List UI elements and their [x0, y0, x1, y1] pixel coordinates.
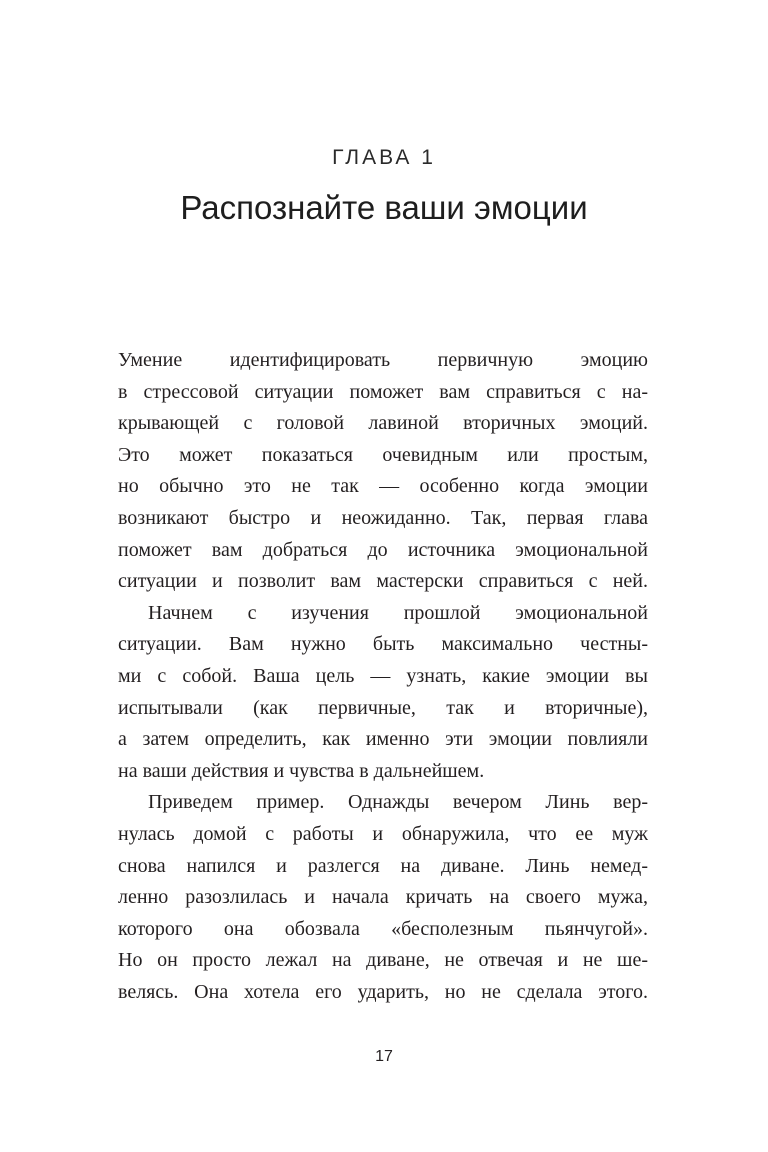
text-line: снова напился и разлегся на диване. Линь немед-	[118, 854, 648, 877]
text-line: на ваши действия и чувства в дальнейшем.	[118, 759, 485, 782]
page-number: 17	[375, 1048, 393, 1065]
text-line: велясь. Она хотела его ударить, но не сделала этого.	[118, 980, 648, 1003]
body-text	[118, 345, 648, 1008]
chapter-label: ГЛАВА 1	[332, 146, 436, 169]
text-line: ленно разозлилась и начала кричать на своего мужа,	[118, 886, 648, 909]
text-line: возникают быстро и неожиданно. Так, первая глава	[118, 506, 648, 529]
chapter-title: Распознайте ваши эмоции	[180, 189, 588, 226]
text-line: крывающей с головой лавиной вторичных эмоций.	[118, 412, 648, 435]
text-line: Умение идентифицировать первичную эмоцию	[118, 349, 648, 371]
text-line: поможет вам добраться до источника эмоциональной	[118, 538, 648, 561]
text-line: ми с собой. Ваша цель — узнать, какие эмоции вы	[118, 664, 648, 687]
text-line: Начнем с изучения прошлой эмоциональной	[148, 601, 648, 624]
text-line: в стрессовой ситуации поможет вам справиться с на-	[118, 380, 648, 403]
text-line: ситуации. Вам нужно быть максимально честны-	[118, 633, 648, 656]
text-line: но обычно это не так — особенно когда эмоции	[118, 475, 648, 498]
text-line: Но он просто лежал на диване, не отвечая и не ше-	[118, 949, 648, 972]
text-line: которого она обозвала «бесполезным пьянчугой».	[118, 917, 648, 940]
text-line: испытывали (как первичные, так и вторичные),	[118, 696, 648, 719]
text-line: Приведем пример. Однажды вечером Линь вер-	[148, 791, 648, 814]
text-line: а затем определить, как именно эти эмоции повлияли	[118, 728, 648, 751]
text-line: Это может показаться очевидным или простым,	[118, 443, 648, 466]
text-line: нулась домой с работы и обнаружила, что ее муж	[118, 822, 648, 845]
text-line: ситуации и позволит вам мастерски справиться с ней.	[118, 570, 648, 593]
